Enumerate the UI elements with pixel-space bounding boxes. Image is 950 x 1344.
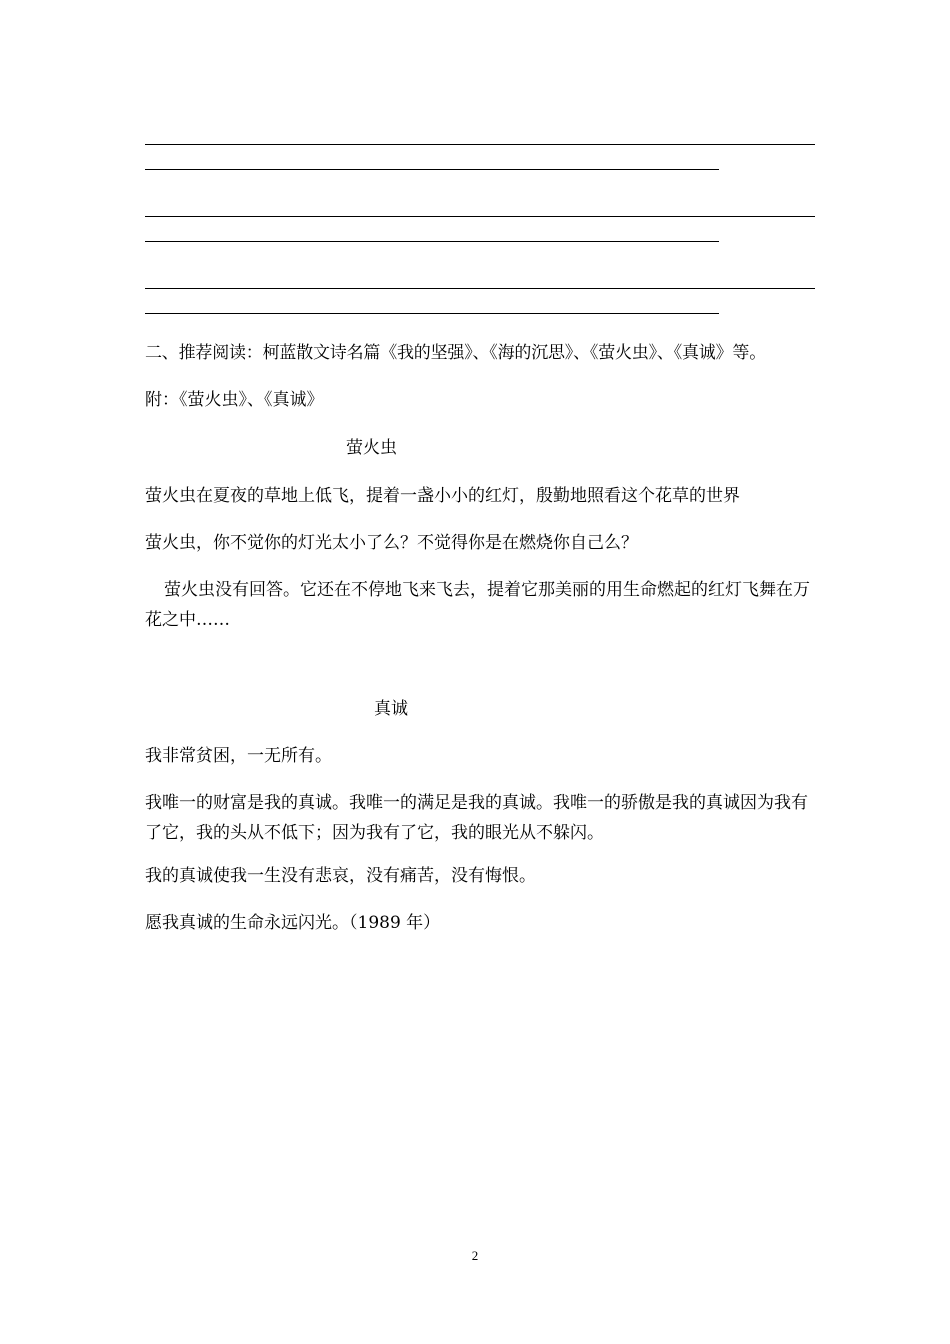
answer-line <box>145 241 719 242</box>
answer-line <box>145 313 719 314</box>
firefly-paragraph-1: 萤火虫在夏夜的草地上低飞，提着一盏小小的红灯，殷勤地照看这个花草的世界 <box>145 486 740 506</box>
sincerity-paragraph-3: 我的真诚使我一生没有悲哀，没有痛苦，没有悔恨。 <box>145 866 536 886</box>
firefly-paragraph-3: 萤火虫没有回答。它还在不停地飞来飞去，提着它那美丽的用生命燃起的红灯飞舞在万花之中…… <box>145 580 810 630</box>
answer-line <box>145 169 719 170</box>
sincerity-paragraph-4: 愿我真诚的生命永远闪光。（1989 年） <box>145 913 441 933</box>
poem-title-sincerity: 真诚 <box>374 699 408 719</box>
poem-title-firefly: 萤火虫 <box>346 438 397 458</box>
sincerity-paragraph-2: 我唯一的财富是我的真诚。我唯一的满足是我的真诚。我唯一的骄傲是我的真诚因为我有了它，我的头从不低下；因为我有了它，我的眼光从不躲闪。 <box>145 793 808 843</box>
answer-line <box>145 216 815 217</box>
recommended-reading: 二、推荐阅读：柯蓝散文诗名篇《我的坚强》、《海的沉思》、《萤火虫》、《真诚》等。 <box>145 343 766 363</box>
answer-line <box>145 144 815 145</box>
page-number: 2 <box>471 1248 479 1263</box>
answer-line <box>145 288 815 289</box>
firefly-paragraph-2: 萤火虫，你不觉你的灯光太小了么？不觉得你是在燃烧你自己么？ <box>145 533 638 553</box>
sincerity-paragraph-1: 我非常贫困，一无所有。 <box>145 746 332 766</box>
appendix-line: 附：《萤火虫》、《真诚》 <box>145 390 324 410</box>
